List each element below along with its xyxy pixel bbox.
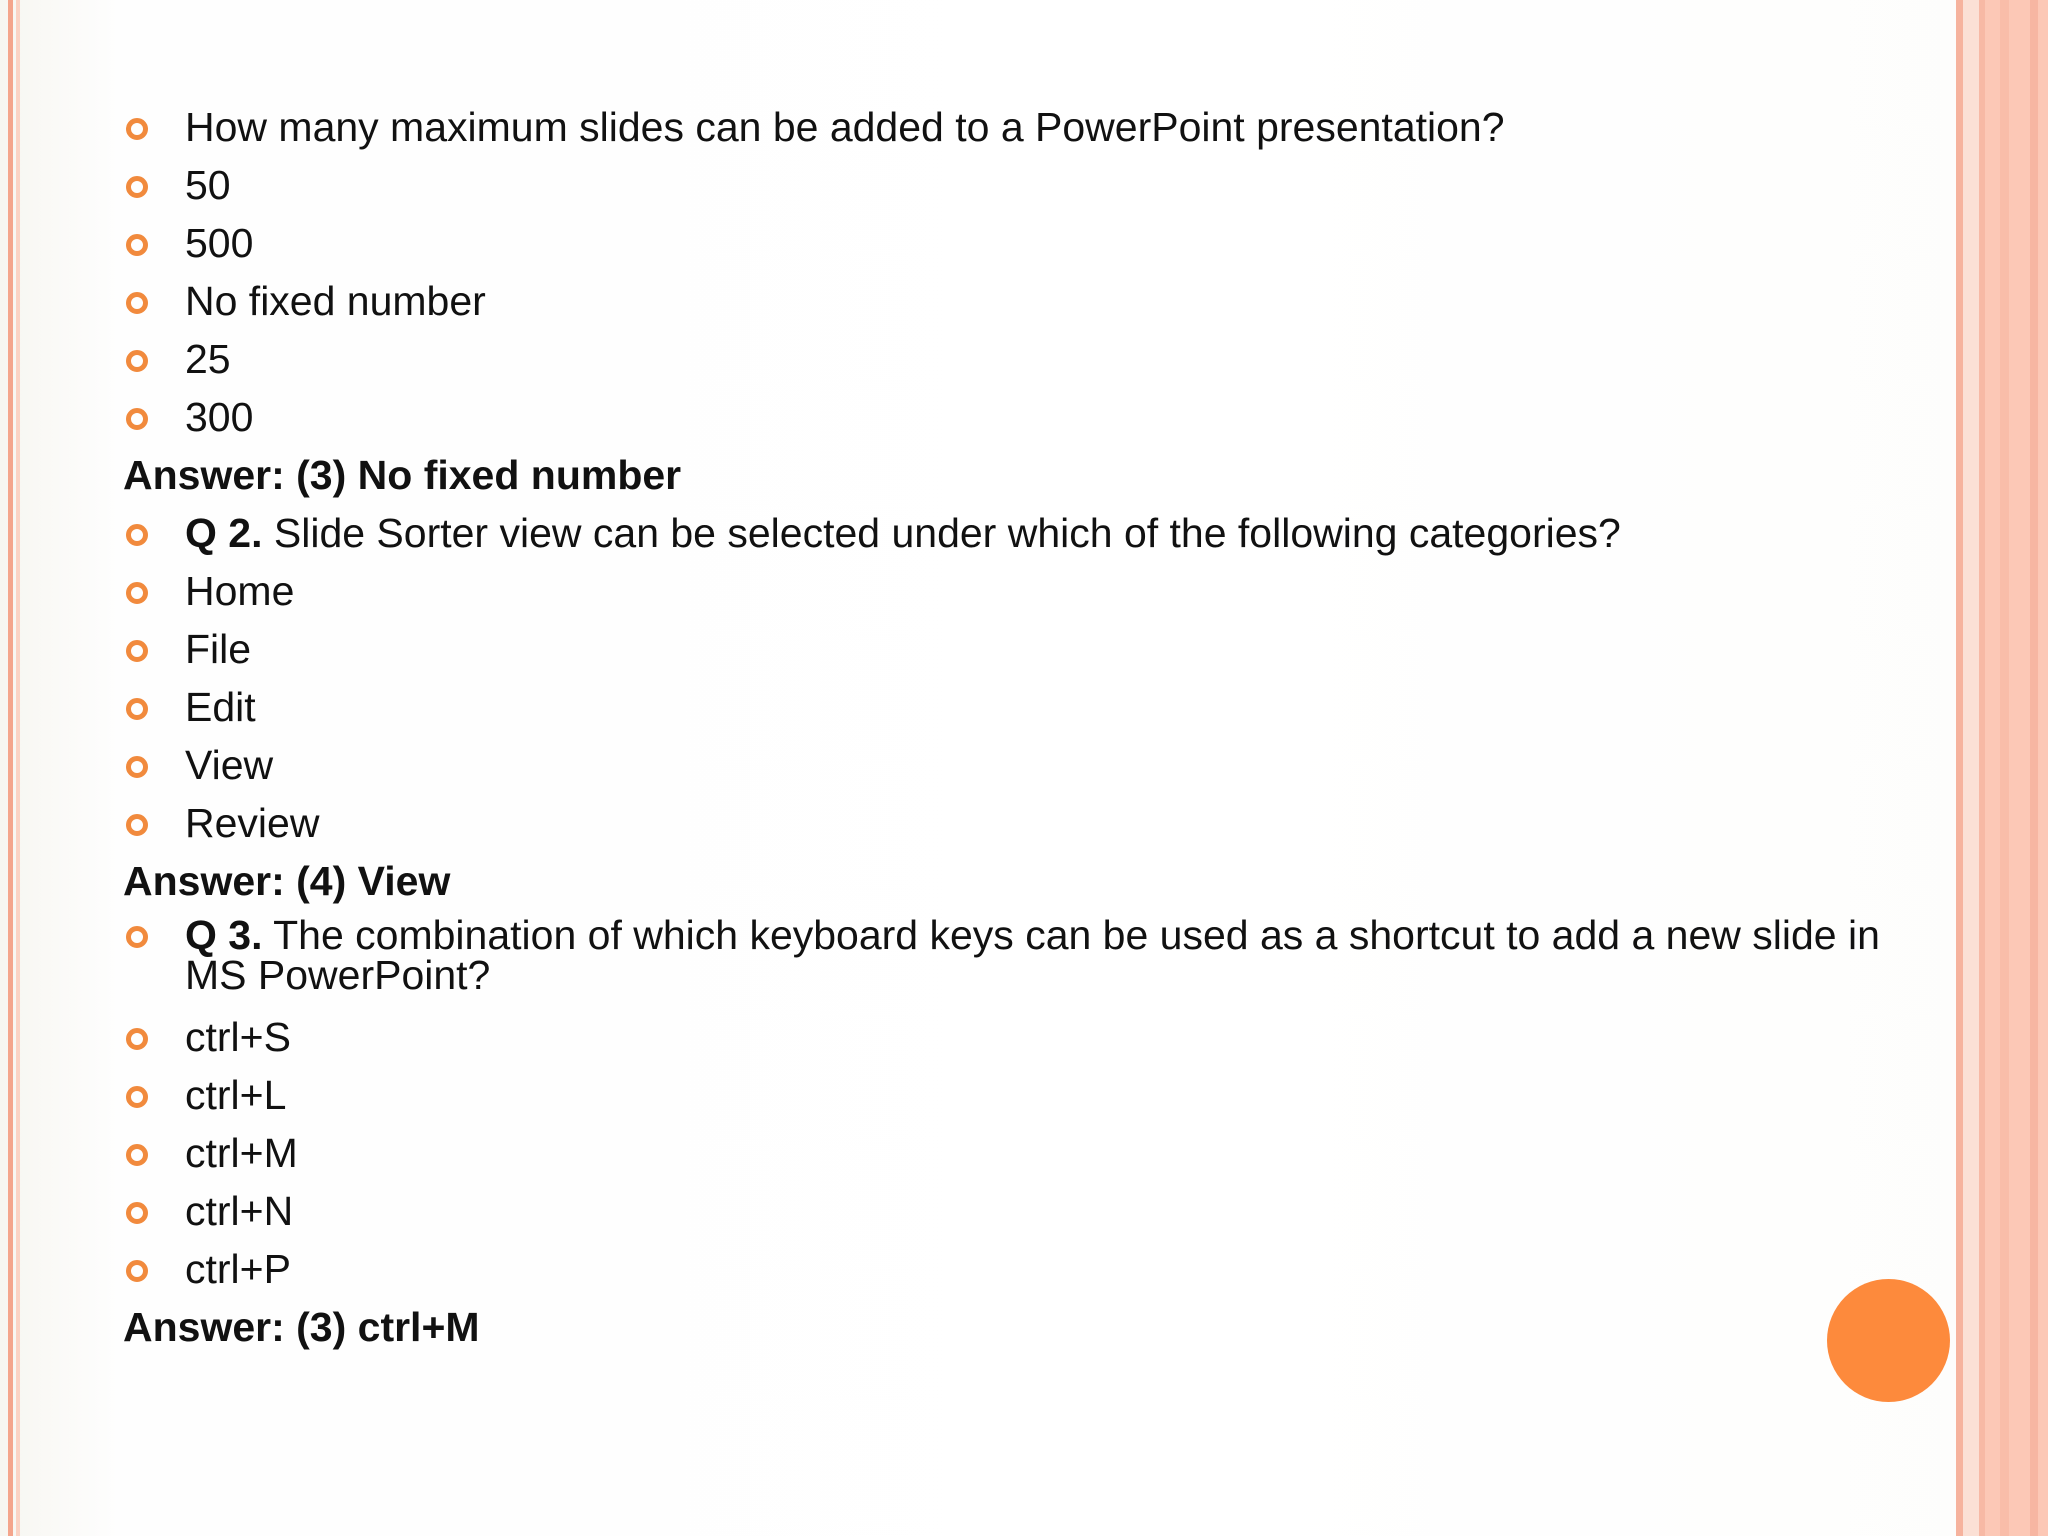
option-item [123,799,1913,857]
slide-content [123,103,1913,1361]
answer-2: Answer: (4) View [123,858,451,904]
option-text: Review [185,800,320,846]
right-border-stripe [1956,0,1963,1536]
option-text: Home [185,568,295,614]
bullet-icon [126,1028,148,1050]
option-text: File [185,626,252,672]
bullet-icon [126,582,148,604]
question-text: Slide Sorter view can be selected under which of the following categories? [262,510,1621,556]
option-item [123,1013,1913,1071]
bullet-icon [126,292,148,314]
bullet-icon [126,350,148,372]
right-border-stripe [2000,0,2009,1536]
bullet-icon [126,524,148,546]
question-1 [123,103,1913,161]
right-border-stripe [2030,0,2038,1536]
option-text: Edit [185,684,256,730]
option-text: 25 [185,336,231,382]
bullet-icon [126,1260,148,1282]
option-item [123,1071,1913,1129]
option-text: No fixed number [185,278,486,324]
bullet-icon [126,1086,148,1108]
option-item [123,625,1913,683]
bullet-icon [126,756,148,778]
question-text: The combination of which keyboard keys can be used as a shortcut to add a new slide in MS PowerPoint? [185,912,1880,998]
option-text: 50 [185,162,231,208]
bullet-icon [126,814,148,836]
question-number: Q 3. [185,912,263,958]
option-item [123,219,1913,277]
question-text: How many maximum slides can be added to a PowerPoint presentation? [185,104,1505,150]
bullet-icon [126,1202,148,1224]
bullet-icon [126,118,148,140]
option-item [123,567,1913,625]
left-border-stripe [8,0,13,1536]
option-text: ctrl+N [185,1188,294,1234]
answer-3: Answer: (3) ctrl+M [123,1304,480,1350]
bullet-icon [126,234,148,256]
question-3 [123,912,1913,1013]
option-item [123,277,1913,335]
option-text: 500 [185,220,254,266]
left-border-stripe-light [16,0,20,1536]
option-text: ctrl+P [185,1246,291,1292]
bullet-icon [126,408,148,430]
right-border-stripe [1979,0,1985,1536]
option-text: View [185,742,274,788]
option-item [123,683,1913,741]
bullet-icon [126,1144,148,1166]
bullet-icon [126,926,148,948]
option-item [123,335,1913,393]
option-item [123,741,1913,799]
option-item [123,1187,1913,1245]
option-text: ctrl+S [185,1014,291,1060]
question-2 [123,509,1913,567]
option-text: ctrl+M [185,1130,298,1176]
option-item [123,1245,1913,1303]
option-text: ctrl+L [185,1072,287,1118]
bullet-icon [126,176,148,198]
right-border-stripe-light [1963,0,1979,1536]
answer-1: Answer: (3) No fixed number [123,452,682,498]
option-text: 300 [185,394,254,440]
bullet-icon [126,698,148,720]
option-item [123,393,1913,451]
bullet-icon [126,640,148,662]
right-border-band [1985,0,2048,1536]
option-item [123,161,1913,219]
option-item [123,1129,1913,1187]
question-number: Q 2. [185,510,263,556]
